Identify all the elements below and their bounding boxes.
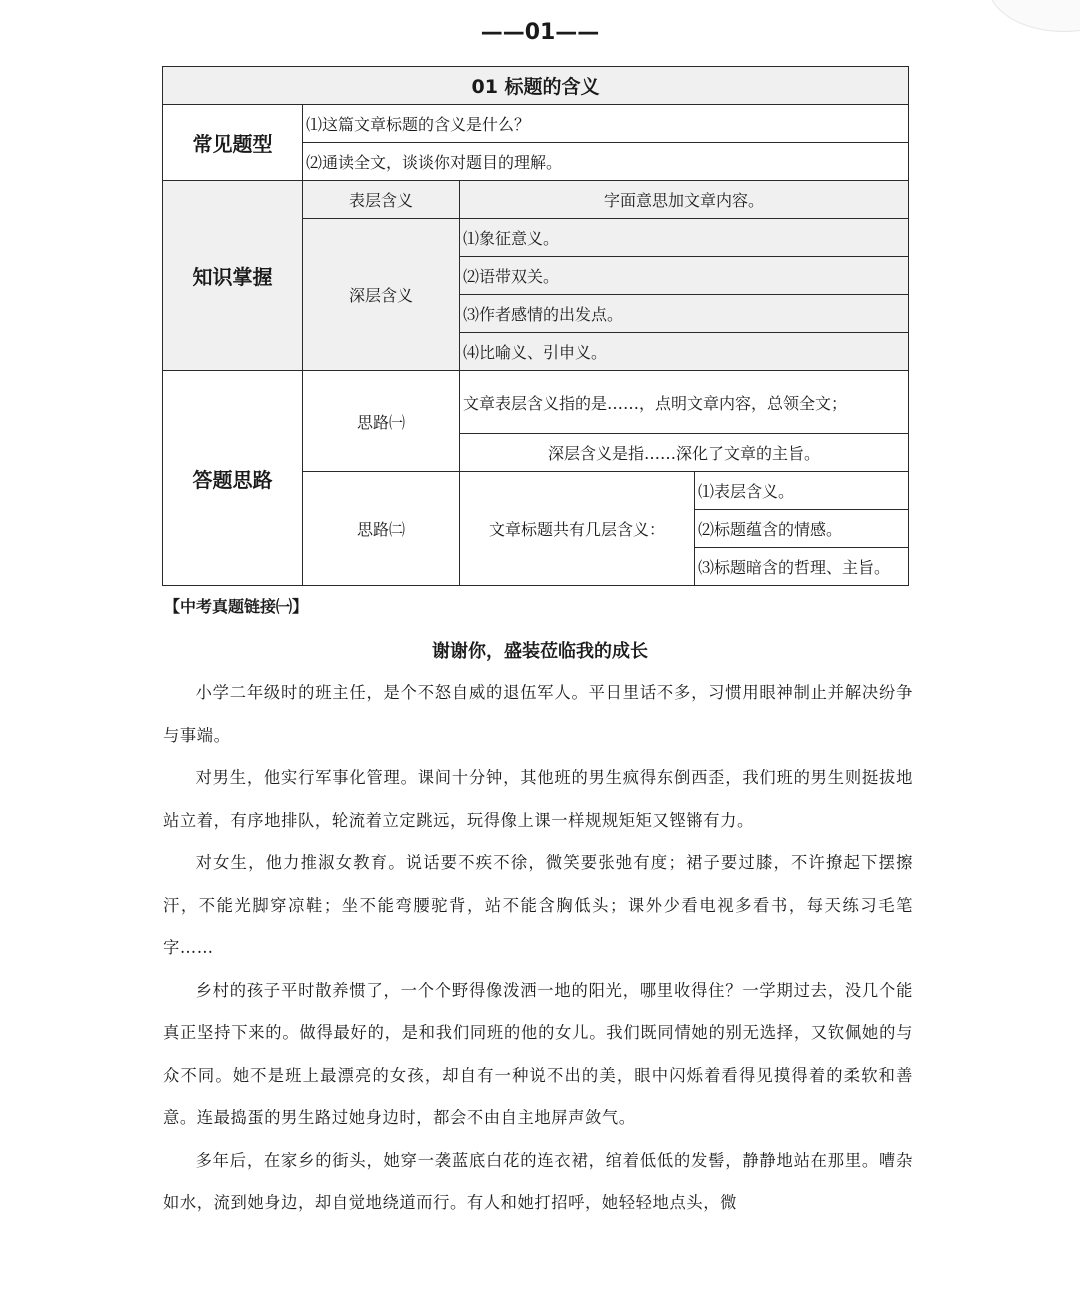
deep-meaning-item: ⑵语带双关。 (460, 257, 909, 295)
deep-meaning-item: ⑴象征意义。 (460, 219, 909, 257)
route1-line: 文章表层含义指的是……，点明文章内容，总领全文； (460, 371, 909, 434)
deep-meaning-label: 深层含义 (303, 219, 460, 371)
article-paragraph: 对女生，他力推淑女教育。说话要不疾不徐，微笑要张弛有度；裙子要过膝，不许撩起下摆擦汗，不能光脚穿凉鞋；坐不能弯腰驼背，站不能含胸低头；课外少看电视多看书，每天练习毛笔字…… (163, 853, 913, 957)
article-paragraph: 多年后，在家乡的街头，她穿一袭蓝底白花的连衣裙，绾着低低的发髻，静静地站在那里。嘈杂如水，流到她身边，却自觉地绕道而行。有人和她打招呼，她轻轻地点头，微 (163, 1150, 913, 1212)
deep-meaning-item: ⑷比喻义、引申义。 (460, 333, 909, 371)
route2-item: ⑵标题蕴含的情感。 (695, 510, 909, 548)
article-body (163, 672, 913, 1225)
route2-label: 思路㈡ (303, 472, 460, 586)
section-number: ——01—— (480, 20, 600, 45)
deep-meaning-item: ⑶作者感情的出发点。 (460, 295, 909, 333)
knowledge-label: 知识掌握 (163, 181, 303, 371)
common-type-item: ⑴这篇文章标题的含义是什么？ (303, 105, 909, 143)
route2-item: ⑶标题暗含的哲理、主旨。 (695, 548, 909, 586)
article-paragraph: 乡村的孩子平时散养惯了，一个个野得像泼洒一地的阳光，哪里收得住？一学期过去，没几个能真正坚持下来的。做得最好的，是和我们同班的他的女儿。我们既同情她的别无选择，又钦佩她的与众不同。她不是班上最漂亮的女孩，却自有一种说不出的美，眼中闪烁着看得见摸得着的柔软和善意。连最捣蛋的男生路过她身边时，都会不由自主地屏声敛气。 (163, 980, 913, 1127)
article-paragraph: 对男生，他实行军事化管理。课间十分钟，其他班的男生疯得东倒西歪，我们班的男生则挺拔地站立着，有序地排队，轮流着立定跳远，玩得像上课一样规规矩矩又铿锵有力。 (163, 768, 913, 830)
article-paragraph: 小学二年级时的班主任，是个不怒自威的退伍军人。平日里话不多，习惯用眼神制止并解决纷争与事端。 (163, 683, 913, 745)
surface-meaning-label: 表层含义 (303, 181, 460, 219)
route1-label: 思路㈠ (303, 371, 460, 472)
approach-label: 答题思路 (163, 371, 303, 586)
knowledge-table (162, 66, 909, 586)
route1-line: 深层含义是指……深化了文章的主旨。 (460, 434, 909, 472)
common-type-item: ⑵通读全文，谈谈你对题目的理解。 (303, 143, 909, 181)
surface-meaning-text: 字面意思加文章内容。 (460, 181, 909, 219)
table-title: 01 标题的含义 (163, 67, 909, 105)
route2-middle: 文章标题共有几层含义： (460, 472, 695, 586)
exam-link-heading: 【中考真题链接㈠】 (164, 597, 309, 616)
article-title: 谢谢你，盛装莅临我的成长 (432, 641, 648, 662)
common-types-label: 常见题型 (163, 105, 303, 181)
route2-item: ⑴表层含义。 (695, 472, 909, 510)
